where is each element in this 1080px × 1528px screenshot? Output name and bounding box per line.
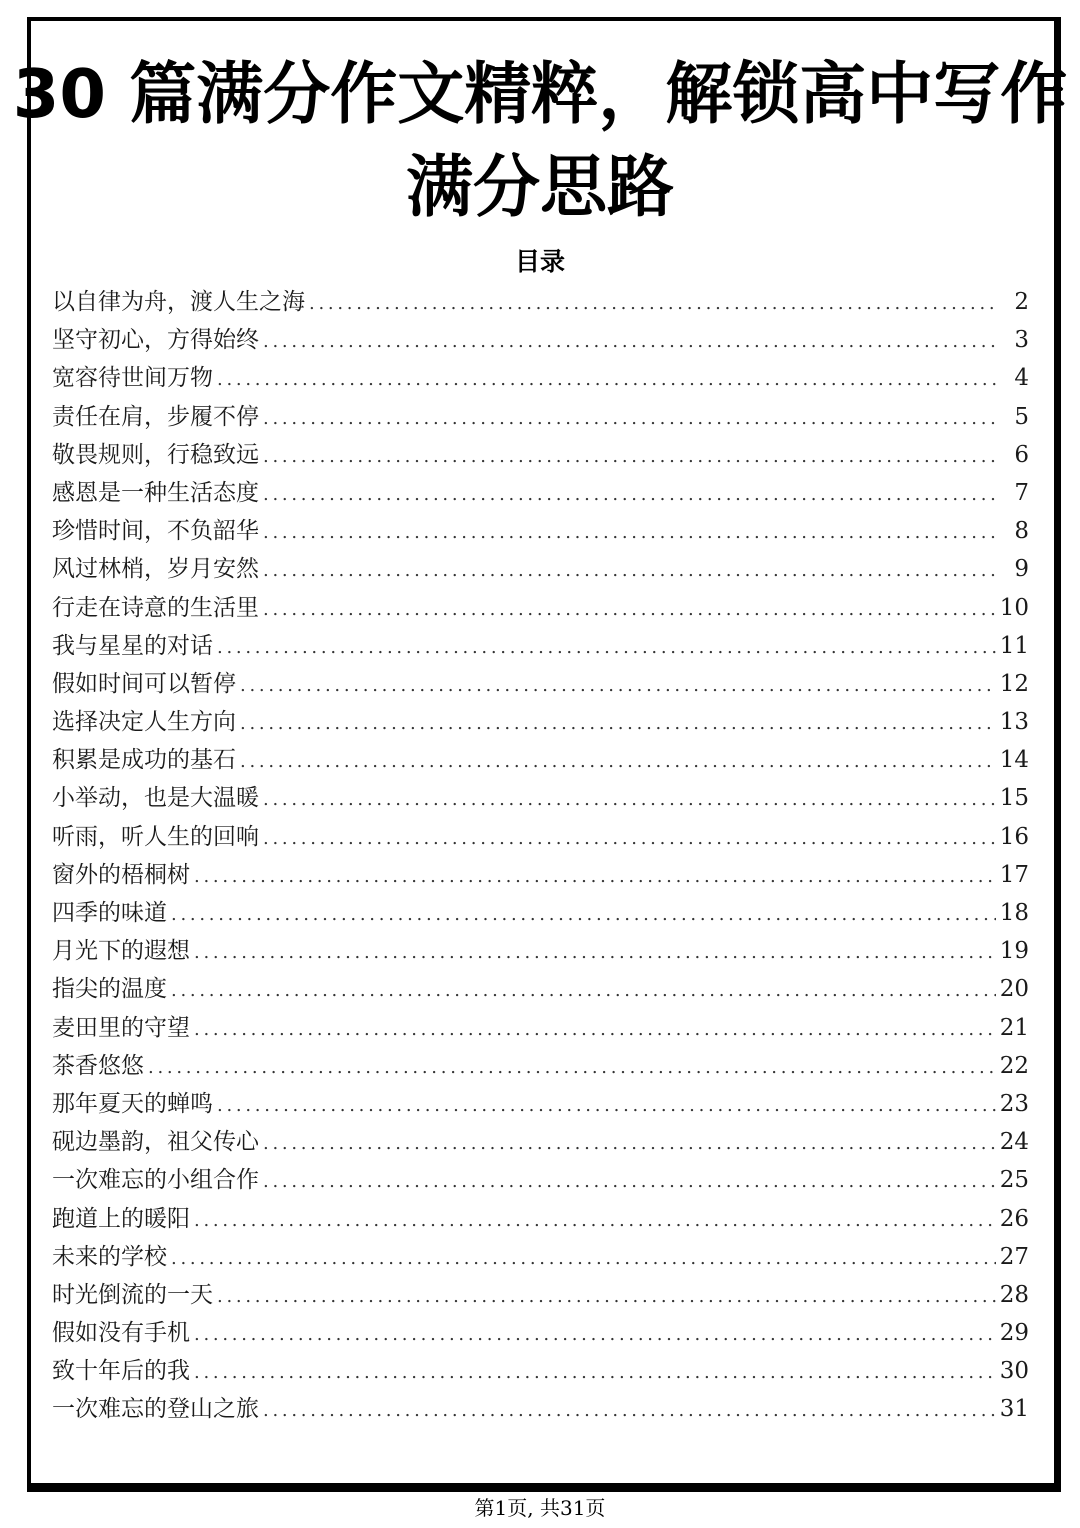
toc-entry[interactable]	[52, 1161, 1029, 1199]
toc-page-number: 29	[999, 1320, 1029, 1347]
toc-entry[interactable]	[52, 436, 1029, 474]
toc-entry[interactable]	[52, 1200, 1029, 1238]
dot-leader	[194, 1354, 996, 1392]
dot-leader	[148, 1049, 996, 1087]
toc-page-number: 25	[999, 1167, 1029, 1194]
page-footer: 第1页, 共31页	[474, 1496, 606, 1520]
dot-leader	[263, 514, 999, 552]
toc-entry[interactable]	[52, 1085, 1029, 1123]
dot-leader	[263, 400, 999, 438]
toc-entry-title: 行走在诗意的生活里	[52, 594, 259, 621]
toc-entry[interactable]	[52, 1238, 1029, 1276]
toc-entry-title: 小举动，也是大温暖	[52, 785, 259, 812]
toc-entry[interactable]	[52, 1047, 1029, 1085]
toc-page-number: 7	[1014, 479, 1029, 506]
toc-page-number: 12	[999, 670, 1029, 697]
toc-entry[interactable]	[52, 703, 1029, 741]
toc-entry[interactable]	[52, 665, 1029, 703]
document-title: 30 篇满分作文精粹，解锁高中写作满分思路	[12, 55, 1068, 226]
toc-entry-title: 珍惜时间，不负韶华	[52, 518, 259, 545]
toc-page-number: 15	[999, 785, 1029, 812]
toc-page-number: 14	[999, 747, 1029, 774]
toc-entry-title: 月光下的遐想	[52, 938, 190, 965]
dot-leader	[240, 743, 996, 781]
toc-entry[interactable]	[52, 970, 1029, 1008]
dot-leader	[263, 476, 999, 514]
toc-entry-title: 指尖的温度	[52, 976, 167, 1003]
toc-entry[interactable]	[52, 321, 1029, 359]
toc-page-number: 30	[999, 1358, 1029, 1385]
dot-leader	[263, 323, 999, 361]
toc-page-number: 10	[999, 594, 1029, 621]
toc-page-number: 11	[999, 632, 1029, 659]
dot-leader	[263, 1392, 996, 1430]
toc-entry-title: 茶香悠悠	[52, 1052, 144, 1079]
toc-entry-title: 假如没有手机	[52, 1320, 190, 1347]
toc-entry[interactable]	[52, 474, 1029, 512]
toc-entry-title: 时光倒流的一天	[52, 1281, 213, 1308]
toc-heading: 目录	[514, 247, 565, 276]
dot-leader	[263, 591, 996, 629]
toc-page-number: 8	[1014, 518, 1029, 545]
toc-entry-title: 选择决定人生方向	[52, 709, 236, 736]
toc-entry-title: 感恩是一种生活态度	[52, 479, 259, 506]
dot-leader	[194, 1202, 996, 1240]
toc-page-number: 27	[999, 1243, 1029, 1270]
toc-entry-title: 风过林梢，岁月安然	[52, 556, 259, 583]
toc-entry-title: 跑道上的暖阳	[52, 1205, 190, 1232]
toc-entry-title: 致十年后的我	[52, 1358, 190, 1385]
toc-entry-title: 假如时间可以暂停	[52, 670, 236, 697]
toc-entry[interactable]	[52, 550, 1029, 588]
toc-entry[interactable]	[52, 627, 1029, 665]
toc-entry[interactable]	[52, 1123, 1029, 1161]
toc-entry[interactable]	[52, 1276, 1029, 1314]
toc-page-number: 21	[999, 1014, 1029, 1041]
dot-leader	[217, 361, 999, 399]
dot-leader	[240, 705, 996, 743]
dot-leader	[263, 552, 999, 590]
toc-entry-title: 坚守初心，方得始终	[52, 327, 259, 354]
toc-page-number: 22	[999, 1052, 1029, 1079]
toc-page-number: 4	[1014, 365, 1029, 392]
table-of-contents	[52, 283, 1029, 1429]
toc-entry[interactable]	[52, 512, 1029, 550]
toc-entry[interactable]	[52, 589, 1029, 627]
toc-entry-title: 那年夏天的蝉鸣	[52, 1090, 213, 1117]
toc-entry[interactable]	[52, 398, 1029, 436]
toc-entry[interactable]	[52, 1009, 1029, 1047]
toc-entry[interactable]	[52, 1390, 1029, 1428]
toc-page-number: 18	[999, 900, 1029, 926]
dot-leader	[263, 820, 996, 858]
dot-leader	[263, 438, 999, 476]
dot-leader	[263, 781, 996, 819]
toc-page-number: 13	[999, 709, 1029, 736]
dot-leader	[263, 1125, 996, 1163]
toc-page-number: 6	[1014, 441, 1029, 468]
dot-leader	[217, 1087, 996, 1125]
toc-page-number: 2	[1014, 289, 1029, 315]
dot-leader	[309, 285, 999, 323]
toc-entry-title: 一次难忘的小组合作	[52, 1167, 259, 1194]
toc-page-number: 19	[999, 938, 1029, 965]
toc-entry-title: 听雨，听人生的回响	[52, 823, 259, 850]
toc-entry[interactable]	[52, 741, 1029, 779]
toc-entry[interactable]	[52, 359, 1029, 397]
toc-page-number: 20	[999, 976, 1029, 1003]
toc-page-number: 31	[999, 1396, 1029, 1423]
dot-leader	[194, 934, 996, 972]
toc-entry-title: 积累是成功的基石	[52, 747, 236, 774]
toc-entry-title: 未来的学校	[52, 1243, 167, 1270]
toc-page-number: 9	[1014, 556, 1029, 583]
dot-leader	[217, 1278, 996, 1316]
dot-leader	[171, 972, 996, 1010]
toc-page-number: 5	[1014, 403, 1029, 430]
toc-entry-title: 宽容待世间万物	[52, 365, 213, 392]
toc-entry-title: 窗外的梧桐树	[52, 861, 190, 888]
toc-entry[interactable]	[52, 932, 1029, 970]
toc-entry[interactable]	[52, 1314, 1029, 1352]
toc-entry[interactable]	[52, 283, 1029, 321]
toc-entry-title: 我与星星的对话	[52, 632, 213, 659]
toc-page-number: 28	[999, 1281, 1029, 1308]
toc-entry[interactable]	[52, 894, 1029, 932]
toc-entry-title: 以自律为舟，渡人生之海	[52, 289, 305, 315]
toc-page-number: 26	[999, 1205, 1029, 1232]
toc-entry[interactable]	[52, 856, 1029, 894]
toc-entry[interactable]	[52, 818, 1029, 856]
toc-entry-title: 责任在肩，步履不停	[52, 403, 259, 430]
toc-entry-title: 一次难忘的登山之旅	[52, 1396, 259, 1423]
toc-entry[interactable]	[52, 1352, 1029, 1390]
dot-leader	[194, 1316, 996, 1354]
dot-leader	[171, 1240, 996, 1278]
toc-entry[interactable]	[52, 779, 1029, 817]
toc-page-number: 16	[999, 823, 1029, 850]
toc-entry-title: 麦田里的守望	[52, 1014, 190, 1041]
toc-entry-title: 砚边墨韵，祖父传心	[52, 1129, 259, 1156]
toc-page-number: 23	[999, 1090, 1029, 1117]
toc-page-number: 3	[1014, 327, 1029, 354]
toc-page-number: 17	[999, 861, 1029, 888]
dot-leader	[263, 1163, 996, 1201]
dot-leader	[194, 858, 996, 896]
toc-entry-title: 敬畏规则，行稳致远	[52, 441, 259, 468]
dot-leader	[217, 629, 996, 667]
dot-leader	[171, 896, 996, 934]
dot-leader	[194, 1011, 996, 1049]
toc-page-number: 24	[999, 1129, 1029, 1156]
toc-entry-title: 四季的味道	[52, 900, 167, 926]
dot-leader	[240, 667, 996, 705]
